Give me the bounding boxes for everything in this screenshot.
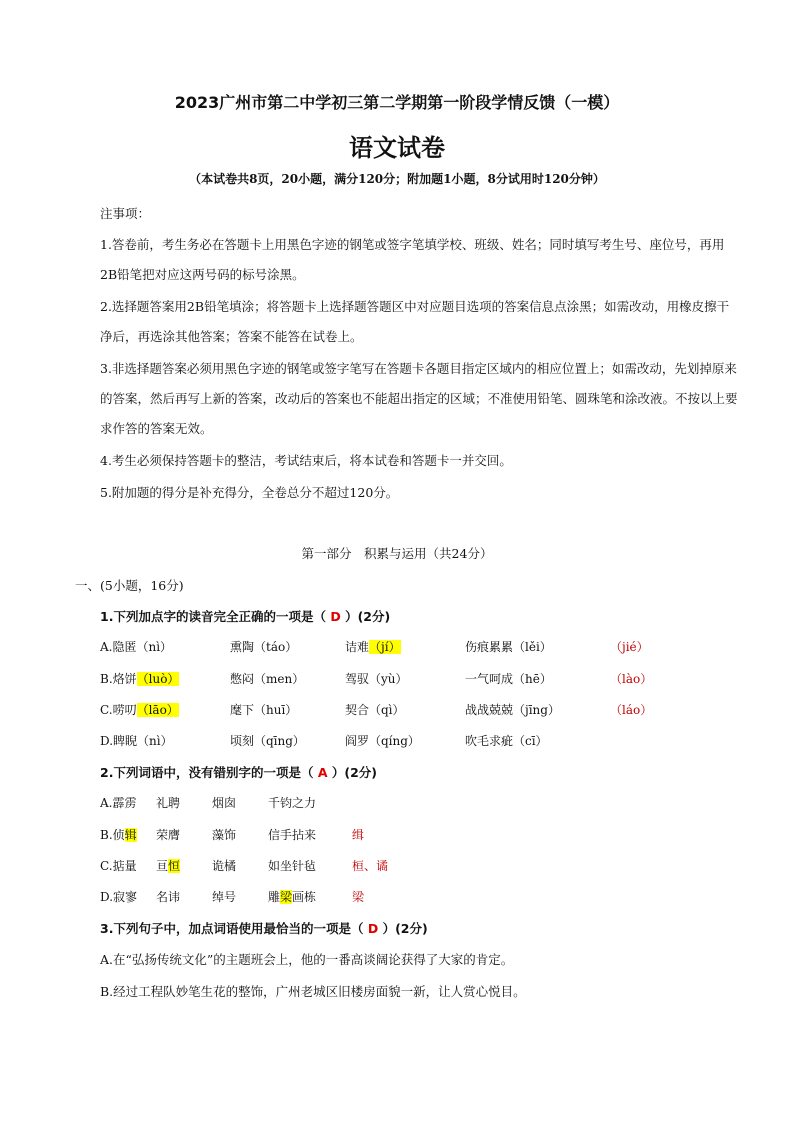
q1-b-col3: 驾驭（yù） <box>345 672 408 686</box>
question-1-stem-pre: 1.下列加点字的读音完全正确的一项是（ <box>100 609 326 624</box>
q1-c-col2: 麾下（huī） <box>230 703 298 717</box>
q2-b-col3: 藻饰 <box>212 828 237 842</box>
q1-a-col3-highlight: （jí） <box>369 640 401 654</box>
q1-b-col2: 憋闷（men） <box>230 672 305 686</box>
notice-item-4: 4.考生必须保持答题卡的整洁，考试结束后，将本试卷和答题卡一并交回。 <box>100 453 512 468</box>
q1-a-col1: A.隐匿（nì） <box>100 640 173 654</box>
q2-a-col1: A.霹雳 <box>100 796 137 810</box>
q2-b-col1 <box>100 826 137 843</box>
q2-d-col4-word-post: 画栋 <box>292 890 317 904</box>
q1-d-col4: 吹毛求疵（cī） <box>465 734 548 748</box>
notice-item-2: 2.选择题答案用2B铅笔填涂；将答题卡上选择题答题区中对应题目选项的答案信息点涂黑；如需改动，用橡皮擦干净后，再选涂其他答案；答案不能答在试卷上。 <box>100 299 730 344</box>
q2-b-col4: 信手拈来 <box>268 828 317 842</box>
q1-d-col3: 阎罗（qíng） <box>345 734 420 748</box>
q1-a-col3-word: 诘难 <box>345 640 370 654</box>
q1-c-col4: 战战兢兢（jīng） <box>465 703 560 717</box>
q2-d-col4-highlight: 梁 <box>280 890 293 904</box>
exam-title: 2023广州市第二中学初三第二学期第一阶段学情反馈（一模） <box>174 93 620 112</box>
q2-d-col2: 名讳 <box>156 890 181 904</box>
q1-a-correction: （jié） <box>610 640 649 654</box>
question-2-stem <box>100 763 377 781</box>
exam-subject-title: 语文试卷 <box>349 134 445 162</box>
q1-b-col1-word: B.烙饼 <box>100 672 137 686</box>
q2-d-col4 <box>268 888 316 905</box>
notice-item-1: 1.答卷前，考生务必在答题卡上用黑色字迹的钢笔或签字笔填学校、班级、姓名；同时填写考生号、座位号，再用2B铅笔把对应这两号码的标号涂黑。 <box>100 237 725 282</box>
q2-b-col2: 荣膺 <box>156 828 181 842</box>
q1-b-col1 <box>100 670 179 687</box>
q2-d-col3: 绰号 <box>212 890 237 904</box>
q1-c-col1 <box>100 701 179 718</box>
question-3-stem-pre: 3.下列句子中，加点词语使用最恰当的一项是（ <box>100 921 364 936</box>
question-3-answer: D <box>367 921 379 936</box>
q2-a-col3: 烟囱 <box>212 796 237 810</box>
q1-a-col4: 伤痕累累（lěi） <box>465 640 552 654</box>
q1-a-col3 <box>345 638 401 655</box>
q1-b-col4: 一气呵成（hē） <box>465 672 552 686</box>
q1-d-col1: D.睥睨（nì） <box>100 734 173 748</box>
question-1-stem <box>100 607 390 625</box>
q1-c-col1-word: C.唠叨 <box>100 703 137 717</box>
q2-c-col2-highlight: 恒 <box>168 859 181 873</box>
question-3-stem-post: ）(2分) <box>382 921 428 936</box>
question-2-stem-post: ）(2分) <box>331 765 377 780</box>
q2-c-col1: C.掂量 <box>100 859 137 873</box>
notice-label: 注事项： <box>100 206 151 221</box>
q2-d-correction: 梁 <box>352 890 365 904</box>
question-3-stem <box>100 919 428 937</box>
question-1-stem-post: ）(2分) <box>345 609 391 624</box>
q2-b-correction: 缉 <box>352 828 365 842</box>
exam-subtitle: （本试卷共8页，20小题，满分120分；附加题1小题，8分试用时120分钟） <box>189 172 605 186</box>
q2-b-col1-highlight: 辑 <box>124 828 137 842</box>
q1-c-col3: 契合（qì） <box>345 703 405 717</box>
question-2-answer: A <box>317 765 328 780</box>
q2-c-col3: 诡橘 <box>212 859 237 873</box>
q2-c-col4: 如坐针毡 <box>268 859 317 873</box>
q1-d-col2: 顷刻（qīng） <box>230 734 305 748</box>
q2-d-col4-word-pre: 雕 <box>268 890 281 904</box>
q1-b-correction: （lào） <box>610 672 653 686</box>
question-group-heading: 一、(5小题，16分) <box>75 578 184 593</box>
q2-d-col1: D.寂寥 <box>100 890 138 904</box>
q1-c-col1-highlight: （lāo） <box>136 703 179 717</box>
q2-b-col1-word: B.侦 <box>100 828 125 842</box>
q1-a-col2: 熏陶（táo） <box>230 640 298 654</box>
q2-c-correction: 桓、谲 <box>352 859 389 873</box>
q1-c-correction: （láo） <box>610 703 653 717</box>
question-1-answer: D <box>330 609 341 624</box>
q2-a-col4: 千钧之力 <box>268 796 317 810</box>
q2-c-col2 <box>156 857 180 874</box>
q3-option-b: B.经过工程队妙笔生花的整饰，广州老城区旧楼房面貌一新，让人赏心悦目。 <box>100 984 526 999</box>
q2-a-col2: 礼聘 <box>156 796 181 810</box>
notice-item-3: 3.非选择题答案必须用黑色字迹的钢笔或签字笔写在答题卡各题目指定区域内的相应位置上；如需改动，先划掉原来的答案，然后再写上新的答案，改动后的答案也不能超出指定的区域；不准使用铅笔、圆珠笔和涂改液。不按以上要求作答的答案无效。 <box>100 361 738 436</box>
section-title: 第一部分 积累与运用（共24分） <box>301 546 493 561</box>
question-2-stem-pre: 2.下列词语中，没有错别字的一项是（ <box>100 765 314 780</box>
q2-c-col2-word: 亘 <box>156 859 169 873</box>
q1-b-col1-highlight: （luò） <box>136 672 180 686</box>
notice-item-5: 5.附加题的得分是补充得分，全卷总分不超过120分。 <box>100 485 399 500</box>
q3-option-a: A.在“弘扬传统文化”的主题班会上，他的一番高谈阔论获得了大家的肯定。 <box>100 952 514 967</box>
